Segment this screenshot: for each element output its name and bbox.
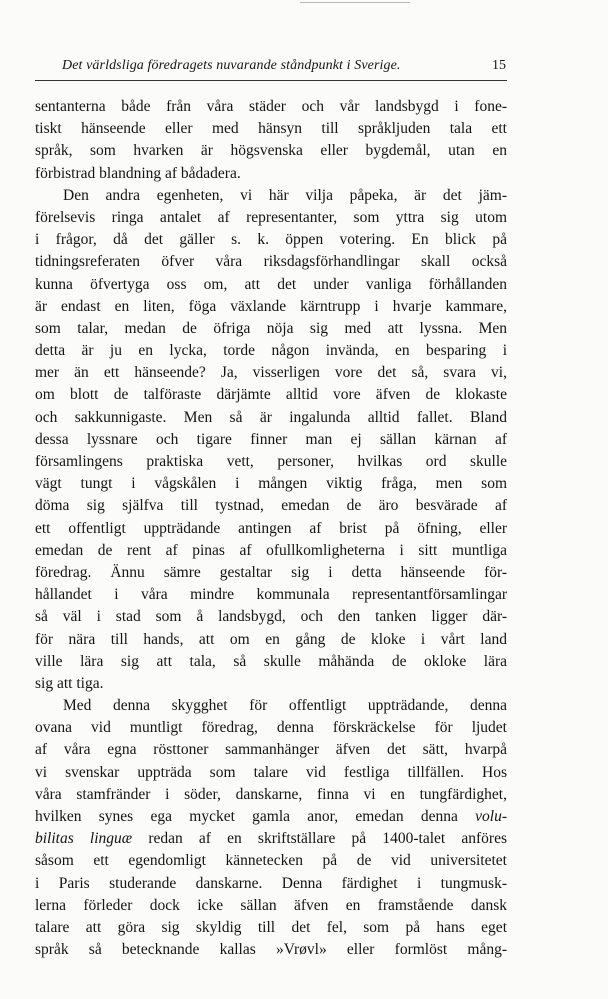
- line-text: så väl i stad som å landsbygd, och den tanken ligger där-: [35, 608, 507, 626]
- text-line: [35, 762, 507, 784]
- line-text: är endast en liten, föga växlande kärntrupp i hvarje kammare,: [35, 297, 507, 315]
- text-line: [35, 407, 507, 429]
- line-text: vi svenskar uppträda som talare vid festliga tillfällen. Hos: [35, 763, 507, 781]
- running-header: [62, 58, 506, 74]
- line-text: förbistrad blandning af bådadera.: [35, 164, 241, 182]
- text-line: [35, 540, 507, 562]
- text-line: [35, 629, 507, 651]
- text-line: [35, 939, 507, 961]
- text-line: [35, 96, 507, 118]
- line-text: talare att göra sig skyldig till det fel, som på hans eget: [35, 918, 507, 936]
- text-line: [35, 695, 507, 717]
- text-line: [35, 451, 507, 473]
- line-text: och sakkunnigaste. Men så är ingalunda alltid fallet. Bland: [35, 408, 507, 426]
- text-line: [35, 473, 507, 495]
- line-text: Med denna skygghet för offentligt uppträdande, denna: [63, 697, 507, 715]
- text-line: [35, 207, 507, 229]
- line-text: kunna öfvertyga oss om, att det under vanliga förhållanden: [35, 275, 507, 293]
- text-line: [35, 739, 507, 761]
- text-line: [35, 584, 507, 606]
- line-text: om blott de talföraste därjämte alltid vore äfven de klokaste: [35, 386, 507, 404]
- text-line: [35, 318, 507, 340]
- line-text: föredrag. Ännu sämre gestaltar sig i detta hänseende för-: [35, 563, 507, 581]
- line-text: församlingens praktiska vett, personer, hvilkas ord skulle: [35, 453, 507, 470]
- header-rule: [35, 80, 507, 81]
- line-text: förelsevis ringa antalet af representanter, som yttra sig utom: [35, 208, 507, 226]
- text-line: [35, 118, 507, 140]
- line-text: Den andra egenheten, vi här vilja påpeka, är det jäm-: [63, 186, 507, 204]
- line-text: i frågor, då det gäller s. k. öppen votering. En blick på: [35, 231, 507, 249]
- text-line: [35, 784, 507, 806]
- text-line: [35, 606, 507, 628]
- line-text: såsom ett egendomligt kännetecken på de vid universitetet: [35, 852, 507, 870]
- running-title: Det världsliga föredragets nuvarande ståndpunkt i Sverige.: [62, 58, 401, 73]
- line-text: som talar, medan de öfriga nöja sig med att lyssna. Men: [35, 319, 507, 337]
- text-line: [35, 495, 507, 517]
- line-text: dessa lyssnare och tigare finner man ej sällan kärnan af: [35, 430, 507, 448]
- text-line: [35, 229, 507, 251]
- text-line: [35, 806, 507, 828]
- line-text: språk, som hvarken är högsvenska eller bygdemål, utan en: [35, 142, 507, 160]
- line-text: redan af en skriftställare på 1400-talet anföres: [132, 830, 507, 848]
- text-line: [35, 562, 507, 584]
- text-line: [35, 340, 507, 362]
- line-text: hvilken synes ega mycket gamla anor, emedan denna: [35, 808, 458, 825]
- text-line: [35, 917, 507, 939]
- italic-phrase: bilitas linguæ: [35, 830, 133, 848]
- text-line: [35, 185, 507, 207]
- line-text: för nära till hands, att om en gång de kloke i vårt land: [35, 630, 507, 648]
- line-text: språk så betecknande kallas »Vrøvl» eller formlöst mång-: [35, 941, 507, 959]
- line-text: mer än ett hänseende? Ja, visserligen vore det så, svara vi,: [35, 364, 507, 382]
- line-text: detta är ju en lycka, torde någon invända, en besparing i: [35, 342, 507, 360]
- text-line: [35, 717, 507, 739]
- text-line: [35, 296, 507, 318]
- text-line: [35, 140, 507, 162]
- text-line: [35, 673, 507, 695]
- line-text: af våra egna rösttoner sammanhänger äfven det sätt, hvarpå: [35, 741, 507, 759]
- line-text: tidningsreferaten öfver våra riksdagsförhandlingar skall också: [35, 253, 507, 271]
- line-text: emedan de rent af pinas af ofullkomligheterna i sitt muntliga: [35, 541, 507, 559]
- line-text: i Paris studerande danskarne. Denna färdighet i tungmusk-: [35, 874, 507, 892]
- text-line: [35, 895, 507, 917]
- line-text: döma sig själfva till tystnad, emedan de äro besvärade af: [35, 497, 507, 515]
- text-line: [35, 651, 507, 673]
- text-line: [35, 362, 507, 384]
- line-text: hållandet i våra mindre kommunala representantförsamlingar: [35, 586, 507, 604]
- page-number: 15: [492, 58, 506, 73]
- line-text: lerna förleder dock icke sällan äfven en framstående dansk: [35, 896, 507, 914]
- line-text: ett offentligt uppträdande antingen af brist på öfning, eller: [35, 519, 507, 537]
- text-line: [35, 873, 507, 895]
- text-line: [35, 274, 507, 296]
- text-line: [35, 429, 507, 451]
- line-text: sentanterna både från våra städer och vår landsbygd i fone-: [35, 98, 507, 115]
- text-line: [35, 518, 507, 540]
- top-edge-line: [300, 2, 410, 3]
- line-text: sig att tiga.: [35, 674, 104, 692]
- line-text: tiskt hänseende eller med hänsyn till språkljuden tala ett: [35, 120, 507, 138]
- italic-phrase: volu-: [475, 808, 507, 825]
- line-text: vägt tungt i vågskålen i mången viktig fråga, men som: [35, 475, 507, 493]
- line-text: våra stamfränder i söder, danskarne, finna vi en tungfärdighet,: [35, 785, 507, 803]
- text-line: [35, 384, 507, 406]
- body-text: [35, 96, 507, 961]
- text-line: [35, 163, 507, 185]
- text-line: [35, 850, 507, 872]
- line-text: ville lära sig att tala, så skulle måhända de okloke lära: [35, 652, 507, 670]
- text-line: [35, 251, 507, 273]
- line-text: ovana vid muntligt föredrag, denna förskräckelse för ljudet: [35, 719, 507, 737]
- text-line: [35, 828, 507, 850]
